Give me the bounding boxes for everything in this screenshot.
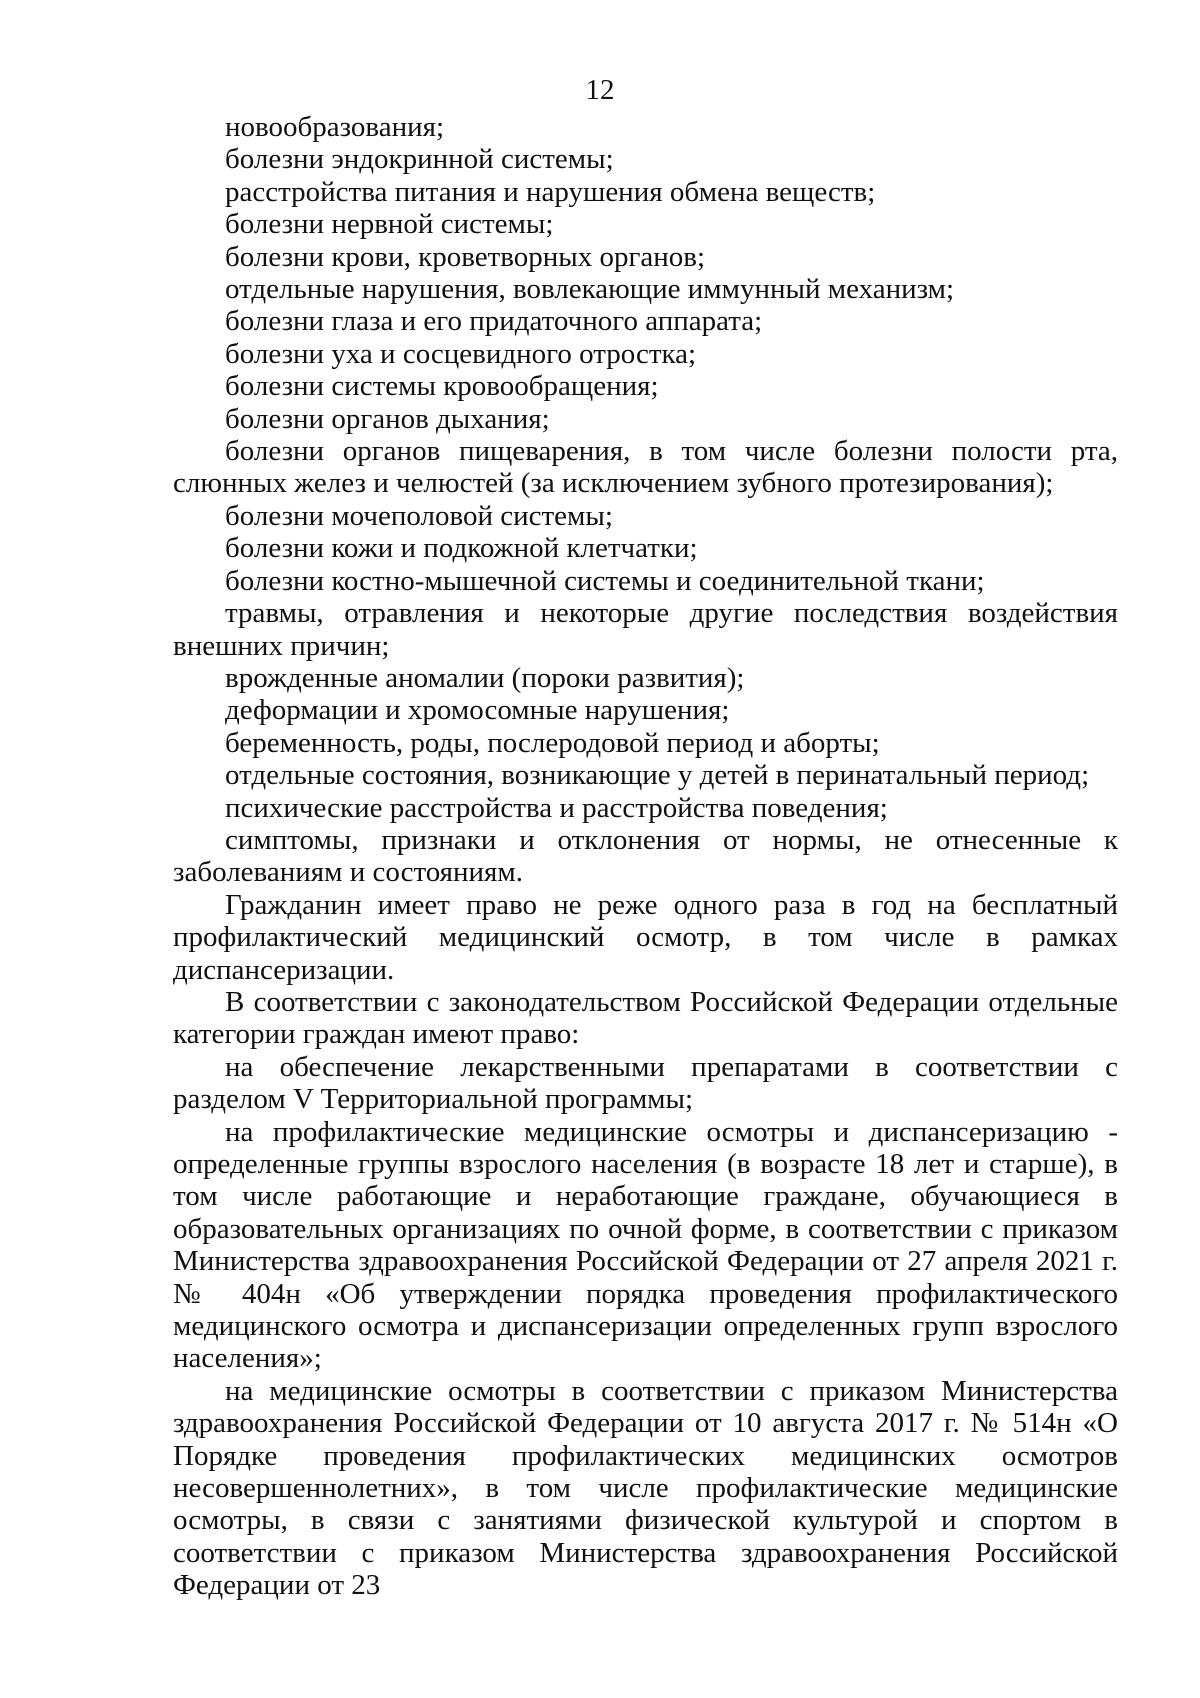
paragraph: болезни костно-мышечной системы и соединительной ткани; [225,564,985,597]
paragraph: болезни мочеполовой системы; [225,499,613,532]
paragraph: болезни глаза и его придаточного аппарата; [225,305,763,338]
paragraph: болезни системы кровообращения; [225,370,659,403]
paragraph: психические расстройства и расстройства поведения; [225,791,888,824]
paragraph: болезни органов пищеварения, в том числе болезни полости рта, слюнных желез и челюстей (за исключением зубного протезирования); [173,435,1118,500]
paragraph: отдельные состояния, возникающие у детей в перинатальный период; [225,759,1090,792]
page-number: 12 [585,74,615,106]
paragraph: на обеспечение лекарственными препаратами в соответствии с разделом V Территориальной программы; [173,1050,1118,1116]
document-body [173,111,1118,1602]
paragraph: отдельные нарушения, вовлекающие иммунный механизм; [225,273,955,306]
paragraph: расстройства питания и нарушения обмена веществ; [225,175,876,208]
paragraph: болезни крови, кроветворных органов; [225,240,706,273]
paragraph: болезни органов дыхания; [225,402,550,435]
paragraph: болезни кожи и подкожной клетчатки; [225,532,698,565]
paragraph: новообразования; [225,111,445,143]
paragraph: В соответствии с законодательством Российской Федерации отдельные категории граждан имеют право: [173,985,1118,1051]
paragraph: на профилактические медицинские осмотры и диспансеризацию - определенные группы взрослого населения (в возрасте 18 лет и старше), в том числе работающие и неработающие граждане, обучающиеся в образовательных организациях по очной форме, в соответствии с приказом Министерства здравоохранения Российской Федерации от 27 апреля 2021 г. № 404н «Об утверждении порядка проведения профилактического медицинского осмотра и диспансеризации определенных групп взрослого населения»; [173,1115,1118,1375]
paragraph: Гражданин имеет право не реже одного раза в год на бесплатный профилактический медицинский осмотр, в том числе в рамках диспансеризации. [173,888,1118,986]
paragraph: симптомы, признаки и отклонения от нормы, не отнесенные к заболеваниям и состояниям. [173,823,1118,889]
paragraph: травмы, отравления и некоторые другие последствия воздействия внешних причин; [173,597,1118,662]
paragraph: деформации и хромосомные нарушения; [225,694,730,727]
paragraph: болезни нервной системы; [225,208,554,241]
paragraph: беременность, роды, послеродовой период и аборты; [225,726,880,759]
paragraph: на медицинские осмотры в соответствии с приказом Министерства здравоохранения Российской Федерации от 10 августа 2017 г. № 514н «О Порядке проведения профилактических медицинских осмотров несовершеннолетних», в том числе профилактические медицинские осмотры, в связи с занятиями физической культурой и спортом в соответствии с приказом Министерства здравоохранения Российской Федерации от 23 [173,1374,1118,1602]
paragraph: болезни уха и сосцевидного отростка; [225,337,697,370]
paragraph: болезни эндокринной системы; [225,143,614,176]
paragraph: врожденные аномалии (пороки развития); [225,661,745,694]
